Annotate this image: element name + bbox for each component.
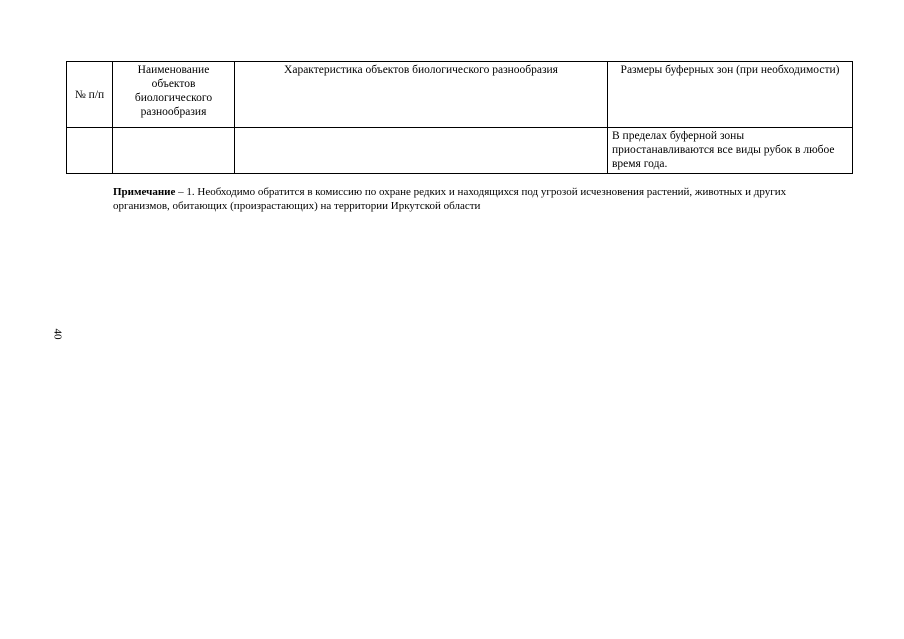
page-number: 40 [51,328,64,340]
header-buffer-zone-size: Размеры буферных зон (при необходимости) [608,62,853,128]
biodiversity-table [66,61,853,174]
cell-number [67,128,113,174]
header-number: № п/п [67,62,113,128]
header-object-name: Наименование объектов биологического разнообразия [113,62,235,128]
cell-characteristics [235,128,608,174]
table-row [67,128,853,174]
note-text: – 1. Необходимо обратится в комиссию по охране редких и находящихся под угрозой исчезновения растений, животных и других организмов, обитающих (произрастающих) на территории Иркутской области [113,186,787,212]
table-header-row [67,62,853,128]
note-label: Примечание [113,186,176,198]
cell-buffer-zone-size: В пределах буферной зоны приостанавливаются все виды рубок в любое время года. [608,128,853,174]
header-characteristics: Характеристика объектов биологического разнообразия [235,62,608,128]
note-paragraph [113,185,813,213]
cell-object-name [113,128,235,174]
